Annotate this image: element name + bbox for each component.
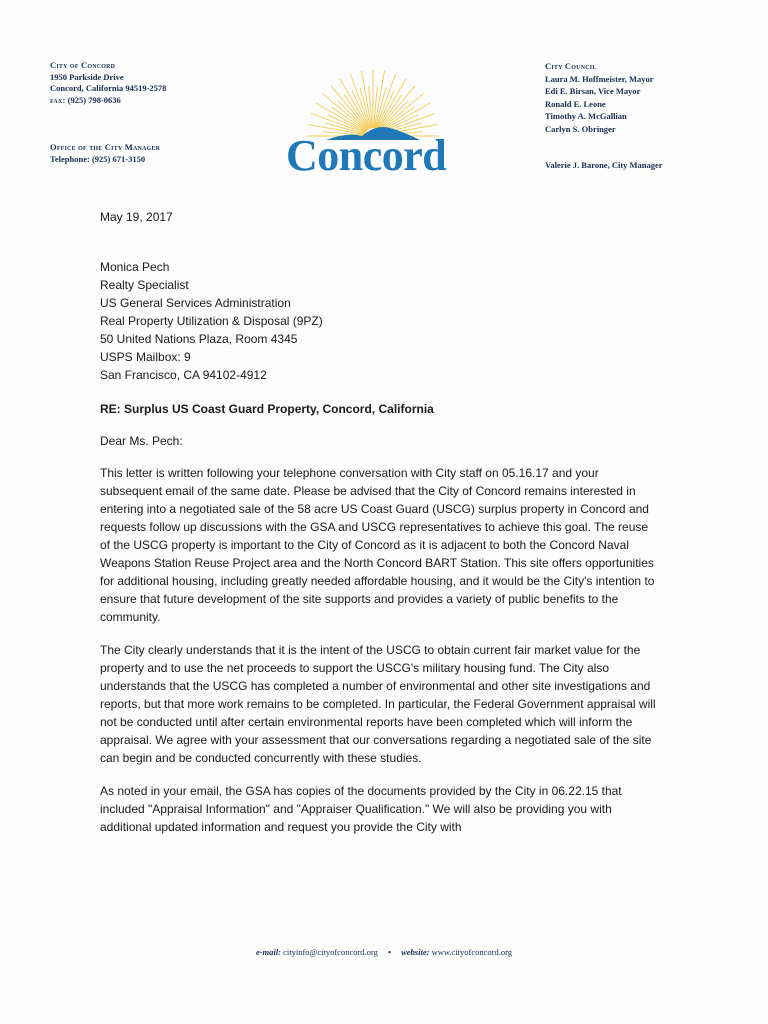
fax-number: (925) 798-0636	[67, 94, 121, 105]
city-name: City of Concord	[50, 60, 116, 70]
recipient-line: Real Property Utilization & Disposal (9PZ)	[100, 314, 323, 328]
recipient-line: San Francisco, CA 94102-4912	[100, 368, 267, 382]
address-line-2: Concord, California 94519-2578	[50, 83, 167, 93]
body-paragraph: As noted in your email, the GSA has copies of the documents provided by the City in 06.22.15 that included "Appraisal Information" and "Appraiser Qualification." We will also be providing you with additional updated information and request you provide the City with	[100, 784, 622, 834]
body-paragraph: The City clearly understands that it is the intent of the USCG to obtain current fair market value for the property and to use the net proceeds to support the USCG's military housing fund. The City also understands that the USCG has completed a number of environmental and other site investigations and reports, but that more work remains to be completed. In particular, the Federal Government appraisal will not be conducted until after certain environmental reports have been completed which will inform the appraisal. We agree with your assessment that our conversations regarding a negotiated sale of the site can begin and be conducted concurrently with these studies.	[100, 643, 656, 765]
phone-label: Telephone:	[50, 153, 90, 164]
website-link[interactable]: www.cityofconcord.org	[431, 947, 513, 957]
council-member: Carlyn S. Obringer	[545, 123, 616, 134]
council-title: City Council	[545, 61, 597, 71]
fax-line	[50, 95, 166, 107]
recipient-line: Realty Specialist	[100, 278, 189, 292]
sun-ray	[338, 101, 368, 131]
council-member: Edi E. Birsan, Vice Mayor	[545, 86, 641, 96]
website-label: website:	[401, 947, 430, 957]
recipient-line: US General Services Administration	[100, 296, 291, 310]
sun-ray	[379, 101, 409, 131]
address-line-1: 1950 Parkside Drive	[50, 71, 124, 82]
letter-footer	[0, 947, 768, 957]
letterhead-right	[545, 60, 663, 172]
logo-wordmark: Concord	[286, 131, 447, 180]
recipient-line: Monica Pech	[100, 260, 170, 274]
email-label: e-mail:	[255, 947, 281, 957]
phone-line	[50, 154, 166, 166]
city-manager: Valerie J. Barone, City Manager	[545, 160, 663, 170]
council-member: Timothy A. McGallian	[545, 111, 627, 121]
letterhead-left	[50, 60, 166, 165]
subject-line: RE: Surplus US Coast Guard Property, Concord, California	[100, 402, 434, 416]
letter-body	[100, 208, 660, 851]
council-member: Ronald E. Leone	[545, 98, 606, 109]
council-member: Laura M. Hoffmeister, Mayor	[545, 73, 654, 84]
email-address[interactable]: cityinfo@cityofconcord.org	[283, 947, 378, 957]
footer-separator: •	[388, 947, 391, 957]
recipient-line: USPS Mailbox: 9	[100, 350, 191, 364]
office-title: Office of the City Manager	[50, 142, 161, 152]
letter-date: May 19, 2017	[100, 210, 173, 224]
recipient-line: 50 United Nations Plaza, Room 4345	[100, 332, 298, 346]
recipient-address	[100, 258, 660, 384]
salutation: Dear Ms. Pech:	[100, 434, 183, 448]
fax-label: fax:	[50, 94, 66, 105]
body-paragraph: This letter is written following your telephone conversation with City staff on 05.16.17 and your subsequent email of the same date. Please be advised that the City of Concord remains interested in entering into a negotiated sale of the 58 acre US Coast Guard (USCG) surplus property in Concord and requests follow up discussions with the GSA and USCG representatives to achieve this goal. The reuse of the USCG property is important to the City of Concord as it is adjacent to both the Concord Naval Weapons Station Reuse Project area and the North Concord BART Station. This site offers opportunities for additional housing, including greatly needed affordable housing, and it would be the City's intention to ensure that future development of the site supports and provides a variety of public benefits to the community.	[100, 466, 655, 624]
phone-number: (925) 671-3150	[91, 153, 146, 164]
